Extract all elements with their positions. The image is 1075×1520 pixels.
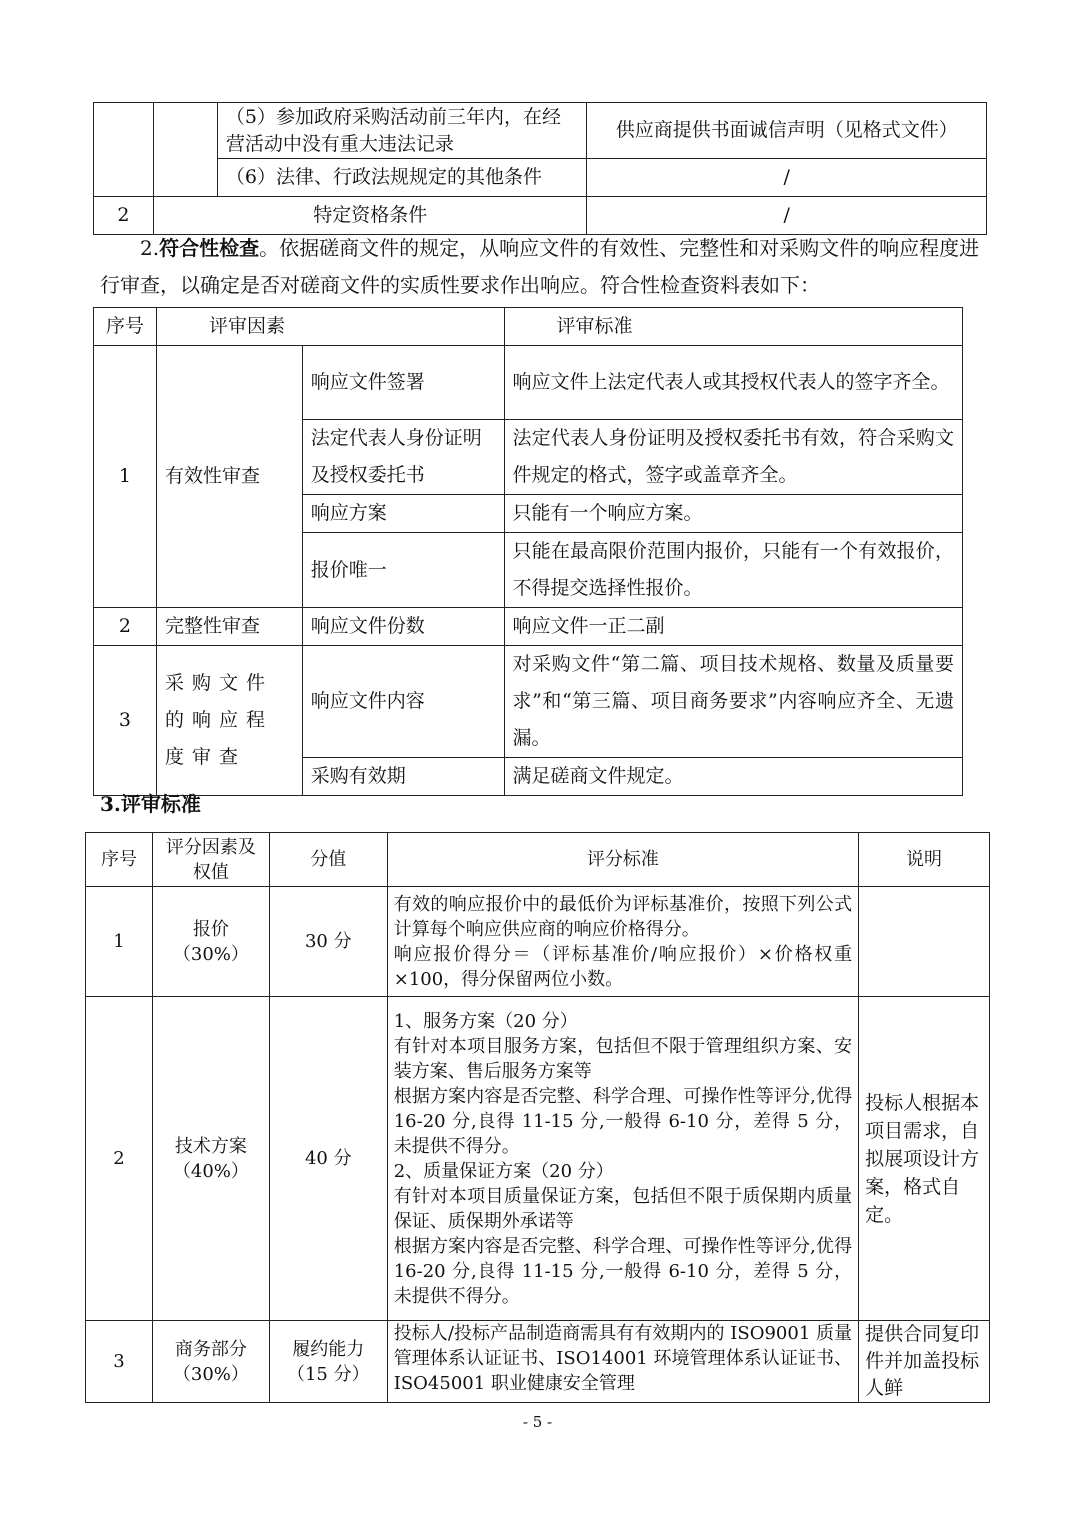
score-row2-criteria-line: 2、质量保证方案（20 分） bbox=[393, 1160, 614, 1182]
conf-g3-sub-1: 采购有效期 bbox=[302, 758, 504, 796]
score-row1-note bbox=[859, 887, 990, 997]
score-row2-criteria-line: 有针对本项目服务方案，包括但不限于管理组织方案、安装方案、售后服务方案等 bbox=[393, 1035, 853, 1082]
score-header-score: 分值 bbox=[269, 833, 387, 887]
conf-g3-sub-0: 响应文件内容 bbox=[302, 646, 504, 758]
section2-body: 。依据磋商文件的规定，从响应文件的有效性、完整性和对采购文件的响应程度进行审查，以确定是否对磋商文件的实质性要求作出响应。符合性检查资料表如下： bbox=[100, 236, 980, 297]
score-header-factor: 评分因素及权值 bbox=[152, 833, 269, 887]
score-row2-criteria-line: 1、服务方案（20 分） bbox=[393, 1010, 578, 1032]
score-row1-factor-weight: （30%） bbox=[172, 943, 249, 965]
score-row1-no: 1 bbox=[86, 887, 153, 997]
conf-g1-sub-3: 报价唯一 bbox=[302, 533, 504, 608]
score-row3-note: 提供合同复印件并加盖投标人鲜 bbox=[859, 1321, 990, 1403]
score-header-note: 说明 bbox=[859, 833, 990, 887]
score-row2-criteria bbox=[387, 997, 858, 1321]
score-row1-criteria-line: 响应报价得分＝（评标基准价/响应报价）×价格权重×100，得分保留两位小数。 bbox=[393, 943, 853, 990]
conf-g3-std-1: 满足磋商文件规定。 bbox=[504, 758, 962, 796]
score-row1-score: 30 分 bbox=[269, 887, 387, 997]
score-row2-factor-name: 技术方案 bbox=[174, 1135, 247, 1157]
page-number: - 5 - bbox=[522, 1413, 553, 1431]
score-row2-criteria-line: 根据方案内容是否完整、科学合理、可操作性等评分,优得 16-20 分,良得 11-15 分,一般得 6-10 分，差得 5 分，未提供不得分。 bbox=[393, 1235, 853, 1307]
section3-heading: 3.评审标准 bbox=[100, 792, 201, 816]
score-header-no: 序号 bbox=[86, 833, 153, 887]
qual-empty-no bbox=[94, 103, 154, 197]
conf-g1-std-3: 只能在最高限价范围内报价，只能有一个有效报价，不得提交选择性报价。 bbox=[504, 533, 962, 608]
qual-row2-no: 2 bbox=[94, 197, 154, 235]
qualification-table bbox=[93, 102, 987, 235]
conf-g1-sub-2: 响应方案 bbox=[302, 495, 504, 533]
score-row3-factor-weight: （30%） bbox=[172, 1363, 249, 1385]
conf-g1-sub-0: 响应文件签署 bbox=[302, 346, 504, 420]
conf-g2-factor: 完整性审查 bbox=[156, 608, 302, 646]
conf-g2-no: 2 bbox=[94, 608, 157, 646]
conf-g1-std-0: 响应文件上法定代表人或其授权代表人的签字齐全。 bbox=[504, 346, 962, 420]
score-row1-factor bbox=[152, 887, 269, 997]
qual-row2-req: 特定资格条件 bbox=[153, 197, 587, 235]
qual-row6-val: / bbox=[587, 159, 987, 197]
qual-row6-req: （6）法律、行政法规规定的其他条件 bbox=[217, 159, 587, 197]
conf-g3-factor: 采购文件的响应程度审查 bbox=[156, 646, 302, 796]
conf-g3-no: 3 bbox=[94, 646, 157, 796]
qual-row5-req: （5）参加政府采购活动前三年内，在经营活动中没有重大违法记录 bbox=[217, 103, 587, 159]
conf-header-standard: 评审标准 bbox=[504, 308, 962, 346]
qual-empty-cat bbox=[153, 103, 217, 197]
conf-g2-std-0: 响应文件一正二副 bbox=[504, 608, 962, 646]
score-row2-criteria-line: 有针对本项目质量保证方案，包括但不限于质保期内质量保证、质保期外承诺等 bbox=[393, 1185, 853, 1232]
score-row2-factor-weight: （40%） bbox=[172, 1160, 249, 1182]
conf-g1-sub-1: 法定代表人身份证明及授权委托书 bbox=[302, 420, 504, 495]
conf-g1-std-2: 只能有一个响应方案。 bbox=[504, 495, 962, 533]
conf-g1-factor: 有效性审查 bbox=[156, 346, 302, 608]
section2-number: 2. bbox=[140, 236, 160, 260]
qual-row5-val: 供应商提供书面诚信声明（见格式文件） bbox=[587, 103, 987, 159]
conf-g2-sub-0: 响应文件份数 bbox=[302, 608, 504, 646]
conf-header-factor: 评审因素 bbox=[156, 308, 504, 346]
score-row2-no: 2 bbox=[86, 997, 153, 1321]
score-row2-criteria-line: 根据方案内容是否完整、科学合理、可操作性等评分,优得 16-20 分,良得 11-15 分,一般得 6-10 分，差得 5 分，未提供不得分。 bbox=[393, 1085, 853, 1157]
score-row1-criteria bbox=[387, 887, 858, 997]
qual-row2-val: / bbox=[587, 197, 987, 235]
score-row2-note: 投标人根据本项目需求，自拟展项设计方案，格式自定。 bbox=[859, 997, 990, 1321]
score-row1-factor-name: 报价 bbox=[192, 918, 229, 940]
scoring-table bbox=[85, 832, 990, 1403]
score-row3-no: 3 bbox=[86, 1321, 153, 1403]
score-row3-factor-name: 商务部分 bbox=[174, 1338, 247, 1360]
score-row3-score-name: 履约能力 bbox=[292, 1338, 365, 1360]
conformity-table bbox=[93, 307, 963, 796]
score-row2-factor bbox=[152, 997, 269, 1321]
score-row3-criteria bbox=[387, 1321, 858, 1403]
section2-paragraph bbox=[100, 230, 980, 304]
score-row1-criteria-line: 有效的响应报价中的最低价为评标基准价，按照下列公式计算每个响应供应商的响应价格得分。 bbox=[393, 893, 853, 940]
section2-title: 符合性检查 bbox=[159, 236, 260, 260]
score-row3-factor bbox=[152, 1321, 269, 1403]
score-row3-score-sub: （15 分） bbox=[286, 1363, 370, 1385]
score-row2-score: 40 分 bbox=[269, 997, 387, 1321]
score-row3-criteria-line: 投标人/投标产品制造商需具有有效期内的 ISO9001 质量管理体系认证证书、ISO14001 环境管理体系认证证书、ISO45001 职业健康安全管理 bbox=[393, 1323, 853, 1394]
conf-g1-no: 1 bbox=[94, 346, 157, 608]
score-row3-score bbox=[269, 1321, 387, 1403]
conf-g3-std-0: 对采购文件“第二篇、项目技术规格、数量及质量要求”和“第三篇、项目商务要求”内容响应齐全、无遗漏。 bbox=[504, 646, 962, 758]
conf-g1-std-1: 法定代表人身份证明及授权委托书有效，符合采购文件规定的格式，签字或盖章齐全。 bbox=[504, 420, 962, 495]
score-header-criteria: 评分标准 bbox=[387, 833, 858, 887]
conf-header-no: 序号 bbox=[94, 308, 157, 346]
